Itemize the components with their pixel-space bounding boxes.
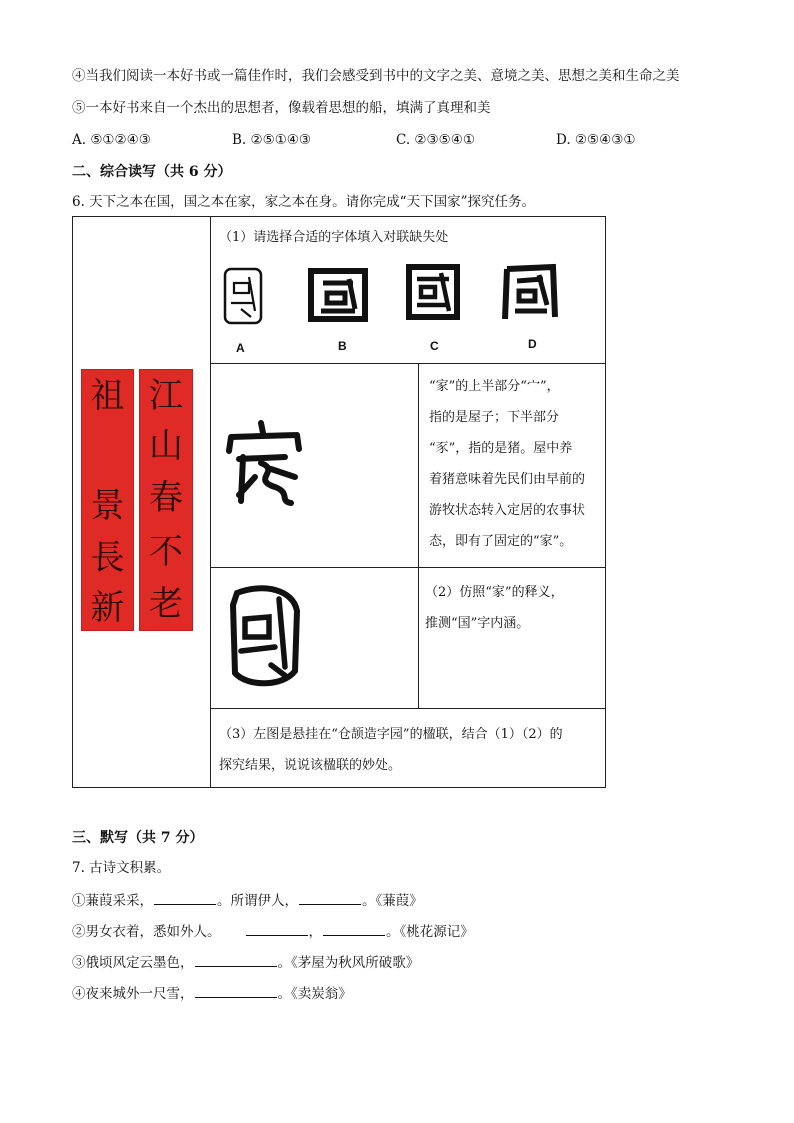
couplet-right-char-3: 春 [149,478,183,518]
couplet-right-char-4: 不 [149,532,183,572]
poem-1-part-b: 。所谓伊人， [217,893,298,909]
jia-line-3: “豕”，指的是猪。屋中养 [429,441,573,456]
poem-2-part-c: 。《桃花源记》 [386,924,474,940]
option-d[interactable]: D. ②⑤④③① [556,132,636,148]
poem-4-part-a: ④夜来城外一尺雪， [72,986,194,1002]
jia-line-4: 着猪意味着先民们由早前的 [429,472,586,487]
poem-line-4 [72,983,352,1004]
task-1-prompt: （1）请选择合适的字体填入对联缺失处 [219,230,449,245]
blank-5[interactable] [195,952,277,967]
section-2-heading: 二、综合读写（共 6 分） [72,164,232,180]
jia-line-6: 态，即有了固定的“家”。 [429,534,573,549]
option-c[interactable]: C. ②③⑤④① [396,132,475,148]
poem-line-2 [72,921,474,942]
question-6: 6. 天下之本在国，国之本在家，家之本在身。请你完成“天下国家”探究任务。 [72,194,535,210]
blank-2[interactable] [299,890,361,905]
glyph-option-b-icon[interactable] [305,265,371,325]
task-3-line-2: 探究结果，说说该楹联的妙处。 [219,758,402,773]
poem-3-part-a: ③俄顷风定云墨色， [72,955,194,971]
option-a[interactable]: A. ⑤①②④③ [72,132,151,148]
jia-line-2: 指的是屋子；下半部分 [429,410,560,425]
guo-seal-glyph-icon [223,581,309,693]
task-2-line-2: 推测“国”字内涵。 [425,616,530,631]
poem-line-3 [72,952,419,973]
jia-seal-glyph-icon [221,417,307,507]
blank-6[interactable] [195,983,277,998]
couplet-left-char-4: 長 [90,538,125,578]
poem-1-part-a: ①蒹葭采采， [72,893,153,909]
couplet-left-char-3: 景 [90,486,125,526]
couplet-image [81,369,193,633]
glyph-label-c: C [430,339,439,353]
blank-1[interactable] [154,890,216,905]
statement-4: ④当我们阅读一本好书或一篇佳作时，我们会感受到书中的文字之美、意境之美、思想之美和生命之美 [72,68,680,84]
task-3-line-1: （3）左图是悬挂在“仓颉造字园”的楹联，结合（1）（2）的 [219,727,563,742]
couplet-right-char-1: 江 [149,376,183,416]
poem-2-part-a: ②男女衣着，悉如外人。 [72,924,221,940]
jia-line-5: 游牧状态转入定居的农事状 [429,503,586,518]
poem-1-part-c: 。《蒹葭》 [362,893,423,909]
blank-4[interactable] [323,921,385,936]
glyph-option-c-icon[interactable] [403,261,463,323]
couplet-right-char-5: 老 [149,584,183,624]
glyph-label-a: A [236,341,245,355]
glyph-option-d-icon[interactable] [499,261,561,325]
section-3-heading: 三、默写（共 7 分） [72,830,204,846]
poem-line-1 [72,890,423,911]
inquiry-table [72,216,606,788]
poem-3-part-b: 。《茅屋为秋风所破歌》 [277,955,420,971]
question-7: 7. 古诗文积累。 [72,860,171,876]
blank-3[interactable] [246,921,308,936]
glyph-label-b: B [338,339,347,353]
couplet-right-char-2: 山 [149,426,183,466]
couplet-left-scroll [81,369,134,631]
poem-4-part-b: 。《卖炭翁》 [277,986,352,1002]
statement-5: ⑤一本好书来自一个杰出的思想者，像载着思想的船，填满了真理和美 [72,100,491,116]
option-b[interactable]: B. ②⑤①④③ [232,132,312,148]
glyph-option-a-icon[interactable] [221,265,265,327]
couplet-left-char-1: 祖 [90,376,125,416]
task-2-line-1: （2）仿照“家”的释义， [425,585,564,600]
couplet-left-char-5: 新 [90,588,125,628]
couplet-right-scroll [139,369,193,631]
jia-line-1: “家”的上半部分“宀”， [429,379,560,394]
poem-2-part-b: ， [308,924,322,940]
glyph-label-d: D [528,337,537,351]
